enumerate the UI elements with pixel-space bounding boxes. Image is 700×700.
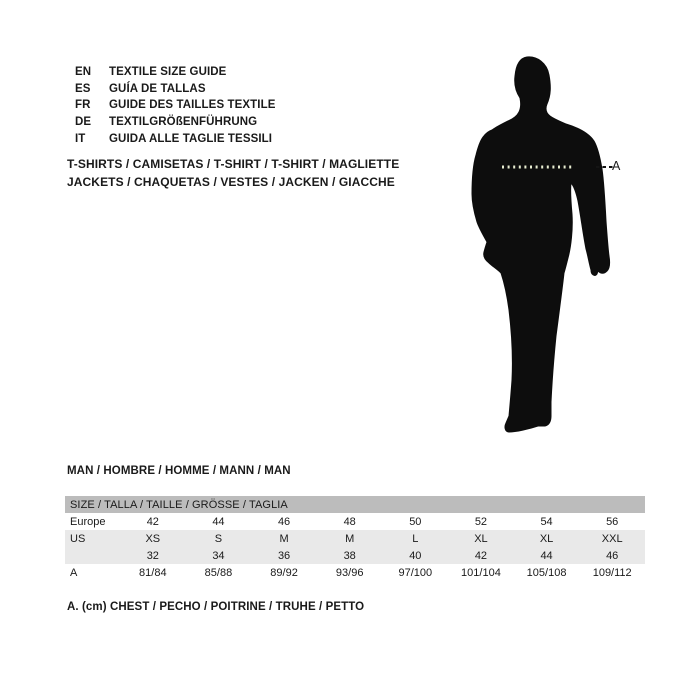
size-table bbox=[65, 496, 645, 581]
cell: M bbox=[251, 530, 317, 547]
row-label bbox=[65, 547, 120, 564]
cell: S bbox=[186, 530, 252, 547]
cell: 52 bbox=[474, 515, 488, 528]
cell: 105/108 bbox=[526, 566, 567, 579]
lang-label: GUIDA ALLE TAGLIE TESSILI bbox=[109, 132, 273, 145]
lang-code: DE bbox=[75, 116, 92, 129]
cell: 97/100 bbox=[398, 566, 433, 579]
lang-label: TEXTILE SIZE GUIDE bbox=[109, 66, 227, 79]
cell: XS bbox=[120, 530, 186, 547]
table-row-numeric bbox=[65, 547, 645, 564]
category-lines bbox=[67, 155, 399, 191]
cell: 46 bbox=[277, 515, 291, 528]
cell: 48 bbox=[343, 515, 356, 528]
lang-row-it bbox=[75, 130, 276, 147]
man-silhouette-shape bbox=[472, 57, 610, 432]
cell: 42 bbox=[146, 515, 159, 528]
cell: 93/96 bbox=[335, 566, 364, 579]
lang-row-fr bbox=[75, 97, 276, 114]
cell: 85/88 bbox=[204, 566, 233, 579]
category-jackets: JACKETS / CHAQUETAS / VESTES / JACKEN / GIACCHE bbox=[67, 175, 395, 189]
cell: 32 bbox=[120, 547, 186, 564]
cell: 42 bbox=[448, 547, 514, 564]
cell: XL bbox=[448, 530, 514, 547]
cell: M bbox=[317, 530, 383, 547]
man-silhouette bbox=[455, 50, 655, 445]
size-figure bbox=[455, 50, 655, 445]
table-row-chest bbox=[65, 564, 645, 581]
cell: 89/92 bbox=[270, 566, 298, 579]
row-label: Europe bbox=[70, 515, 106, 528]
cell: 44 bbox=[212, 515, 225, 528]
row-label: A bbox=[70, 566, 78, 579]
table-row-us bbox=[65, 530, 645, 547]
lang-row-es bbox=[75, 81, 276, 98]
table-row-europe bbox=[65, 513, 645, 530]
language-guide bbox=[75, 64, 276, 147]
lang-code: FR bbox=[75, 99, 91, 112]
lang-code: ES bbox=[75, 82, 91, 95]
lang-code: IT bbox=[75, 132, 86, 145]
cell: 56 bbox=[606, 515, 619, 528]
lang-code: EN bbox=[75, 66, 92, 79]
cell: 34 bbox=[186, 547, 252, 564]
lang-row-en bbox=[75, 64, 276, 81]
cell: 81/84 bbox=[139, 566, 167, 579]
cell: 101/104 bbox=[461, 566, 501, 579]
lang-label: GUIDE DES TAILLES TEXTILE bbox=[109, 99, 276, 112]
category-tshirts: T-SHIRTS / CAMISETAS / T-SHIRT / T-SHIRT / MAGLIETTE bbox=[67, 157, 400, 171]
cell: 54 bbox=[540, 515, 553, 528]
cell: XXL bbox=[579, 530, 645, 547]
measure-label-a: A bbox=[612, 159, 621, 173]
lang-label: TEXTILGRÖßENFÜHRUNG bbox=[109, 116, 258, 129]
cell: 109/112 bbox=[592, 566, 632, 579]
cell: XL bbox=[514, 530, 580, 547]
size-table-header-row bbox=[65, 496, 645, 513]
cell: 44 bbox=[514, 547, 580, 564]
lang-row-de bbox=[75, 114, 276, 131]
cell: 50 bbox=[409, 515, 422, 528]
cell: 40 bbox=[383, 547, 449, 564]
cell: 46 bbox=[579, 547, 645, 564]
section-title: MAN / HOMBRE / HOMME / MANN / MAN bbox=[67, 465, 291, 477]
cell: 36 bbox=[251, 547, 317, 564]
row-label: US bbox=[65, 530, 120, 547]
lang-label: GUÍA DE TALLAS bbox=[109, 82, 206, 95]
size-table-header: SIZE / TALLA / TAILLE / GRÖSSE / TAGLIA bbox=[65, 496, 645, 513]
cell: L bbox=[383, 530, 449, 547]
table-footnote: A. (cm) CHEST / PECHO / POITRINE / TRUHE / PETTO bbox=[67, 601, 365, 613]
cell: 38 bbox=[317, 547, 383, 564]
